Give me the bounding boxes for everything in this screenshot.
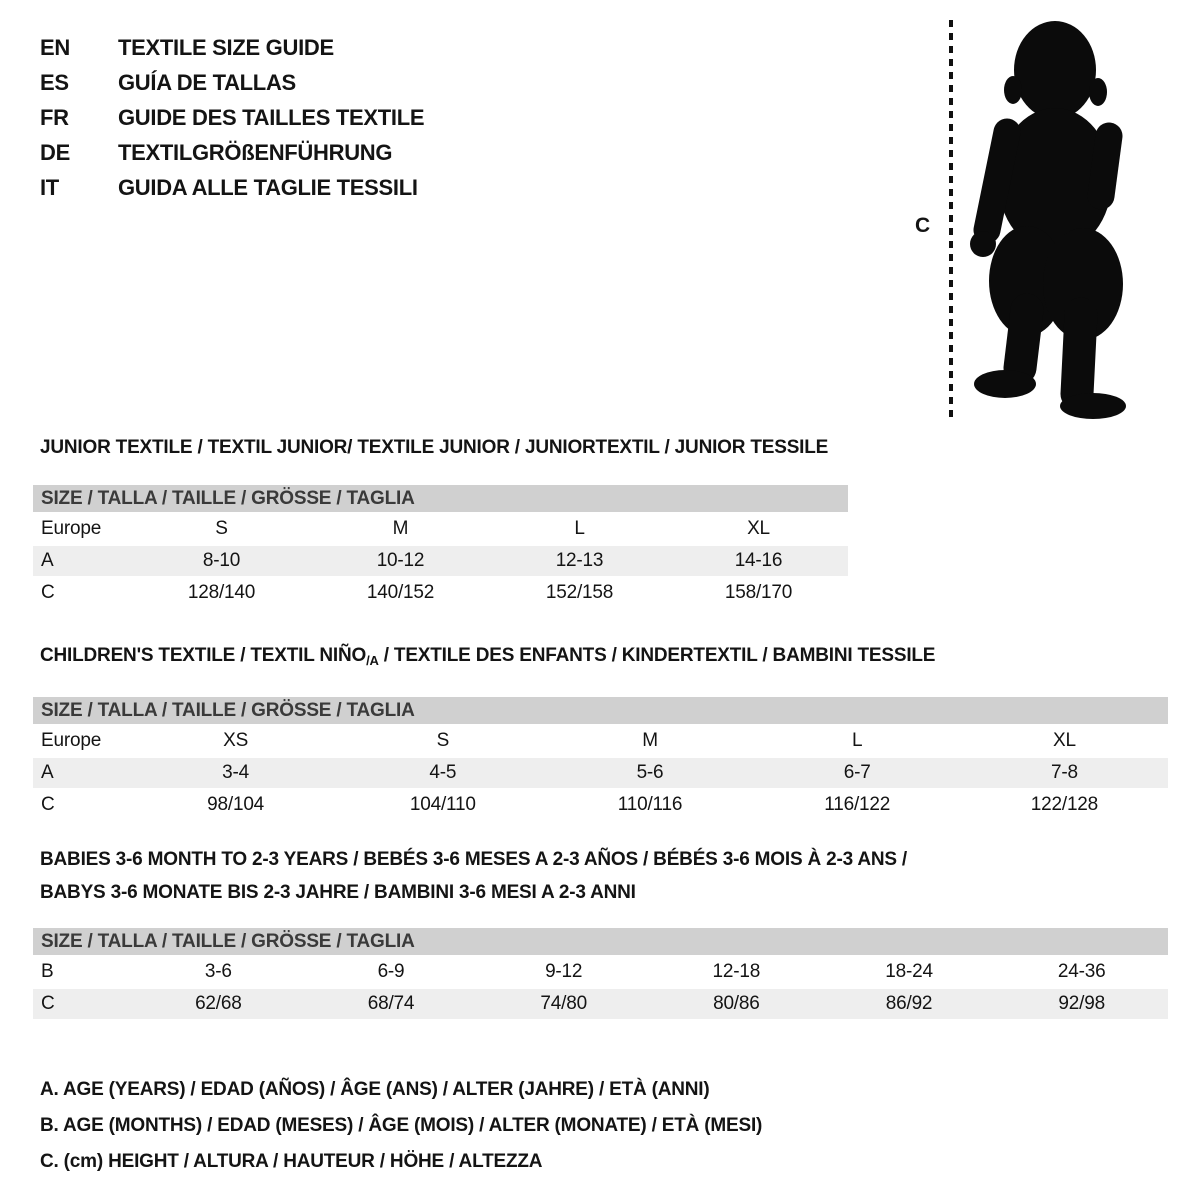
table-row	[33, 989, 1168, 1019]
table-row	[33, 578, 848, 608]
guide-title: GUIDA ALLE TAGLIE TESSILI	[118, 174, 418, 200]
table-cell: 104/110	[409, 794, 476, 815]
language-code: EN	[40, 34, 70, 60]
legend-line-a: A. AGE (YEARS) / EDAD (AÑOS) / ÂGE (ANS) / ALTER (JAHRE) / ETÀ (ANNI)	[40, 1079, 710, 1100]
table-cell: 9-12	[545, 961, 583, 982]
table-row	[33, 514, 848, 544]
row-label: Europe	[41, 518, 102, 539]
junior-table	[33, 485, 848, 608]
table-cell: 4-5	[429, 762, 457, 783]
legend	[40, 1072, 762, 1180]
legend-line-c: C. (cm) HEIGHT / ALTURA / HAUTEUR / HÖHE / ALTEZZA	[40, 1151, 543, 1172]
table-cell: 24-36	[1057, 961, 1106, 982]
height-measure-label: C	[915, 214, 931, 237]
table-cell: XS	[223, 730, 249, 751]
table-cell: 116/122	[824, 794, 891, 815]
guide-title: GUIDE DES TAILLES TEXTILE	[118, 104, 425, 130]
section-title: CHILDREN'S TEXTILE / TEXTIL $NIÑO_{/A}$ / TEXTILE DES ENFANTS / KINDERTEXTIL / BAMBINI TESSILE	[40, 645, 936, 668]
table-cell: 3-6	[204, 961, 232, 982]
table-cell: 18-24	[885, 961, 933, 982]
table-cell: 98/104	[207, 794, 265, 815]
table-cell: XL	[1052, 730, 1076, 751]
row-label: C	[41, 993, 55, 1014]
row-label: B	[41, 961, 54, 982]
section-children	[33, 646, 1168, 820]
list-item	[40, 170, 424, 205]
table-cell: 80/86	[713, 993, 760, 1014]
list-item	[40, 65, 424, 100]
language-title-list	[40, 30, 424, 205]
table-row	[33, 546, 848, 576]
language-code: IT	[40, 174, 59, 200]
section-title: JUNIOR TEXTILE / TEXTIL JUNIOR/ TEXTILE JUNIOR / JUNIORTEXTIL / JUNIOR TESSILE	[40, 437, 829, 458]
table-cell: L	[852, 730, 863, 751]
legend-line-b: B. AGE (MONTHS) / EDAD (MESES) / ÂGE (MOIS) / ALTER (MONATE) / ETÀ (MESI)	[40, 1115, 763, 1136]
table-cell: 12-18	[712, 961, 761, 982]
table-cell: 92/98	[1058, 993, 1105, 1014]
table-cell: 10-12	[376, 550, 425, 571]
list-item	[40, 30, 424, 65]
section-title: BABIES 3-6 MONTH TO 2-3 YEARS / BEBÉS 3-6 MESES A 2-3 AÑOS / BÉBÉS 3-6 MOIS À 2-3 ANS / BABYS 3-6 MONATE BIS 2-3 JAHRE / BAMBINI 3-6 MESI A 2-3 ANNI	[40, 849, 908, 903]
table-row	[33, 957, 1168, 987]
guide-title: GUÍA DE TALLAS	[118, 69, 296, 95]
row-label: C	[41, 794, 55, 815]
table-cell: M	[392, 518, 409, 539]
table-cell: 8-10	[202, 550, 241, 571]
table-cell: XL	[747, 518, 770, 539]
table-cell: 74/80	[540, 993, 587, 1014]
table-cell: 14-16	[734, 550, 783, 571]
table-row	[33, 726, 1168, 756]
table-cell: 12-13	[555, 550, 604, 571]
row-label: A	[41, 550, 54, 571]
list-item	[40, 100, 424, 135]
nino-a-subscript: /A	[366, 653, 379, 668]
table-cell: S	[215, 518, 228, 539]
list-item	[40, 135, 424, 170]
row-label: Europe	[41, 730, 102, 751]
table-row	[33, 758, 1168, 788]
row-label: A	[41, 762, 54, 783]
table-cell: 140/152	[366, 582, 435, 603]
table-cell: 122/128	[1030, 794, 1099, 815]
table-cell: M	[642, 730, 658, 751]
table-cell: 110/116	[617, 794, 683, 815]
row-label: C	[41, 582, 55, 603]
table-cell: 6-9	[377, 961, 405, 982]
table-cell: 128/140	[187, 582, 256, 603]
height-measure-line	[949, 20, 953, 418]
language-code: DE	[40, 139, 70, 165]
children-table	[33, 697, 1168, 820]
table-cell: 86/92	[885, 993, 933, 1014]
table-cell: 68/74	[367, 993, 415, 1014]
table-cell: 7-8	[1050, 762, 1078, 783]
table-cell: 158/170	[724, 582, 793, 603]
toddler-silhouette-icon	[963, 18, 1145, 420]
guide-title: TEXTILGRÖßENFÜHRUNG	[118, 139, 393, 165]
table-cell: 5-6	[636, 762, 664, 783]
table-cell: S	[436, 730, 450, 751]
language-code: ES	[40, 69, 69, 95]
guide-title: TEXTILE SIZE GUIDE	[118, 34, 334, 60]
table-cell: 3-4	[222, 762, 250, 783]
size-header-bar: SIZE / TALLA / TAILLE / GRÖSSE / TAGLIA	[33, 697, 1168, 724]
size-header-bar: SIZE / TALLA / TAILLE / GRÖSSE / TAGLIA	[33, 485, 848, 512]
babies-table	[33, 928, 1168, 1019]
table-cell: 62/68	[195, 993, 242, 1014]
table-cell: L	[574, 518, 585, 539]
section-junior	[33, 438, 848, 608]
size-header-bar: SIZE / TALLA / TAILLE / GRÖSSE / TAGLIA	[33, 928, 1168, 955]
language-code: FR	[40, 104, 69, 130]
table-row	[33, 790, 1168, 820]
section-babies	[33, 843, 1168, 1019]
table-cell: 152/158	[545, 582, 614, 603]
table-cell: 6-7	[843, 762, 871, 783]
measurement-figure	[905, 16, 1161, 424]
